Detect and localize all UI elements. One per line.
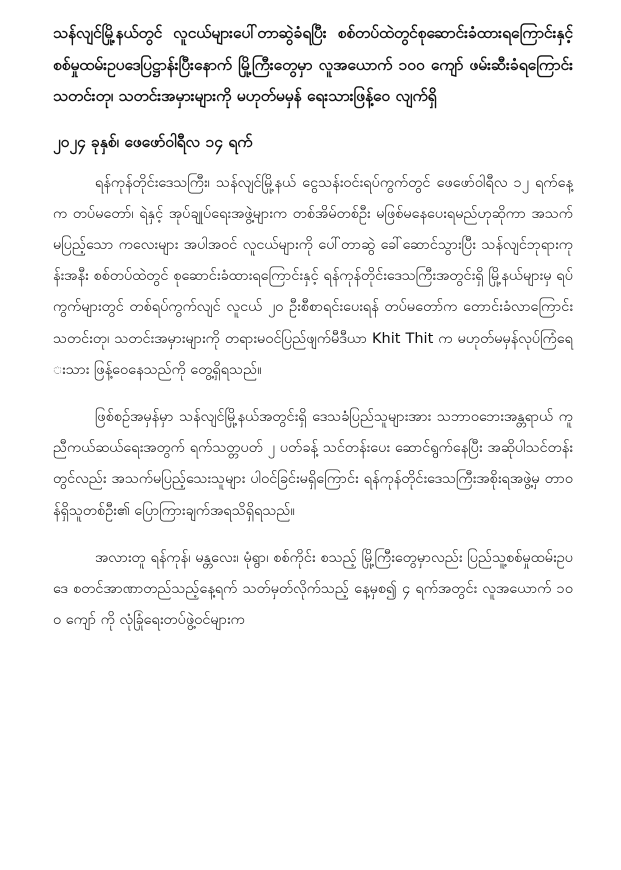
article-paragraph-3: အလားတူ ရန်ကုန်၊ မန္တလေး၊ မုံရွာ၊ စစ်ကိုင်း စသည့် မြို့ကြီးတွေမှာလည်း ပြည်သူ့စစ်မှုထမ်းဥပဒေ စတင်အာဏာတည်သည့်နေ့ရက် သတ်မှတ်လိုက်သည့် နေ့မှစ၍ ၄ ရက်အတွင်း လူအယောက် ၁၀၀ ကျော် ကို လုံခြုံရေးတပ်ဖွဲ့ဝင်များက — [53, 549, 573, 629]
article-dateline: ၂၀၂၄ ခုနှစ်၊ ဖေဖော်ဝါရီလ ၁၄ ရက် — [53, 132, 253, 151]
article-paragraph-2: ဖြစ်စဉ်အမှန်မှာ သန်လျင်မြို့နယ်အတွင်းရှိ ဒေသခံပြည်သူများအား သဘာဝဘေးအန္တရာယ် ကူညီကယ်ဆယ်ရေးအတွက် ရက်သတ္တပတ် ၂ ပတ်ခန့် သင်တန်းပေး ဆောင်ရွက်နေပြီး အဆိုပါသင်တန်းတွင်လည်း အသက်မပြည့်သေးသူများ ပါဝင်ခြင်းမရှိကြောင်း ရန်ကုန်တိုင်းဒေသကြီးအစိုးရအဖွဲ့မှ တာဝန်ရှိသူတစ်ဦး၏ ပြောကြားချက်အရသိရှိရသည်။ — [53, 408, 573, 519]
article — [53, 18, 573, 636]
article-headline: သန်လျင်မြို့နယ်တွင် လူငယ်များပေါ်တာဆွဲခံရပြီး စစ်တပ်ထဲတွင်စုဆောင်းခံထားရကြောင်းနှင့် စစ်မှုထမ်းဥပဒေပြဋ္ဌာန်းပြီးနောက် မြို့ကြီးတွေမှာ လူအယောက် ၁၀၀ ကျော် ဖမ်းဆီးခံရကြောင်း သတင်းတု၊ သတင်းအမှားများကို မဟုတ်မမှန် ရေးသားဖြန့်ဝေ လျက်ရှိ — [53, 24, 573, 105]
article-paragraph-1: ရန်ကုန်တိုင်းဒေသကြီး၊ သန်လျင်မြို့နယ် ငွေသန်းဝင်းရပ်ကွက်တွင် ဖေဖော်ဝါရီလ ၁၂ ရက်နေ့က တပ်မတော်၊ ရဲနှင့် အုပ်ချုပ်ရေးအဖွဲ့များက တစ်အိမ်တစ်ဦး မဖြစ်မနေပေးရမည်ဟုဆိုကာ အသက်မပြည့်သော ကလေးများ အပါအဝင် လူငယ်များကို ပေါ်တာဆွဲ ခေါ်ဆောင်သွားပြီး သန်လျင်ဘုရားကုန်းအနီး စစ်တပ်ထဲတွင် စုဆောင်းခံထားရကြောင်းနှင့် ရန်ကုန်တိုင်းဒေသကြီးအတွင်းရှိ မြို့နယ်များမှ ရပ်ကွက်များတွင် တစ်ရပ်ကွက်လျင် လူငယ် ၂၀ ဦးစီစာရင်းပေးရန် တပ်မတော်က တောင်းခံလာကြောင်း သတင်းတု၊ သတင်းအမှားများကို တရားမဝင်ပြည်ဖျက်မီဒီယာ Khit Thit က မဟုတ်မမှန်လုပ်ကြံရေးသား ဖြန့်ဝေနေသည်ကို တွေ့ရှိရသည်။ — [53, 174, 573, 378]
